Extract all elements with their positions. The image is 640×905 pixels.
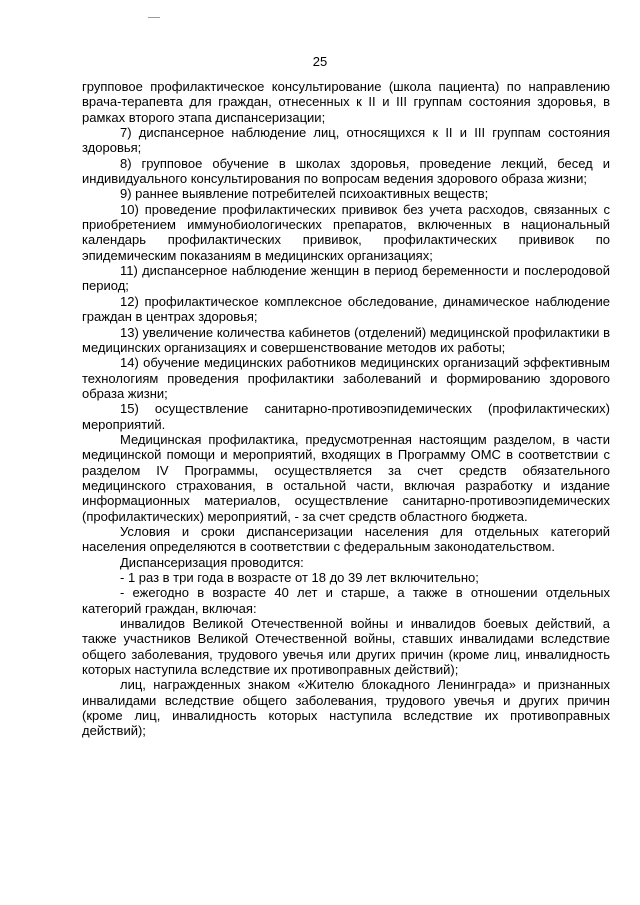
paragraph: 8) групповое обучение в школах здоровья, проведение лекций, бесед и индивидуального консультирования по вопросам ведения здорового образа жизни; bbox=[82, 155, 610, 187]
paragraph: Условия и сроки диспансеризации населения для отдельных категорий населения определяются в соответствии с федеральным законодательством. bbox=[82, 523, 610, 555]
paragraph: - ежегодно в возрасте 40 лет и старше, а также в отношении отдельных категорий граждан, включая: bbox=[82, 585, 610, 616]
paragraph: 10) проведение профилактических прививок без учета расходов, связанных с приобретением иммунобиологических препаратов, включенных в национальный календарь профилактических прививок, профилактических прививок по эпидемическим показаниям в медицинских организациях; bbox=[82, 201, 610, 263]
paragraph: инвалидов Великой Отечественной войны и инвалидов боевых действий, а также участников Великой Отечественной войны, ставших инвалидами вследствие общего заболевания, трудового увечья или других причин (кроме лиц, инвалидность которых наступила вследствие их противоправных действий); bbox=[82, 616, 610, 678]
page-number: 25 bbox=[312, 54, 328, 69]
paragraph: групповое профилактическое консультирование (школа пациента) по направлению врача-терапевта для граждан, отнесенных к II и III группам состояния здоровья, в рамках второго этапа диспансеризации; bbox=[82, 79, 610, 125]
paragraph: 9) раннее выявление потребителей психоактивных веществ; bbox=[120, 186, 489, 202]
paragraph: 15) осуществление санитарно-противоэпидемических (профилактических) мероприятий. bbox=[82, 401, 610, 432]
scan-mark bbox=[148, 17, 160, 18]
paragraph: Медицинская профилактика, предусмотренная настоящим разделом, в части медицинской помощи и мероприятий, входящих в Программу ОМС в соответствии с разделом IV Программы, осуществляется за счет средств обязательного медицинского страхования, в остальной части, включая разработку и издание информационных материалов, осуществление санитарно-противоэпидемических (профилактических) мероприятий, - за счет средств областного бюджета. bbox=[82, 431, 610, 524]
paragraph: 13) увеличение количества кабинетов (отделений) медицинской профилактики в медицинских организациях и совершенствование методов их работы; bbox=[82, 324, 610, 355]
paragraph: лиц, награжденных знаком «Жителю блокадного Ленинграда» и признанных инвалидами вследствие общего заболевания, трудового увечья и других причин (кроме лиц, инвалидность которых наступила вследствие их противоправных действий); bbox=[82, 677, 610, 739]
paragraph: 7) диспансерное наблюдение лиц, относящихся к II и III группам состояния здоровья; bbox=[82, 125, 610, 156]
document-body bbox=[82, 79, 610, 739]
paragraph: 11) диспансерное наблюдение женщин в период беременности и послеродовой период; bbox=[82, 263, 610, 294]
paragraph: Диспансеризация проводится: bbox=[120, 554, 304, 570]
paragraph: 12) профилактическое комплексное обследование, динамическое наблюдение граждан в центрах здоровья; bbox=[82, 293, 610, 325]
paragraph: 14) обучение медицинских работников медицинских организаций эффективным технологиям проведения профилактики заболеваний и формированию здорового образа жизни; bbox=[82, 355, 610, 401]
paragraph: - 1 раз в три года в возрасте от 18 до 39 лет включительно; bbox=[120, 570, 479, 585]
